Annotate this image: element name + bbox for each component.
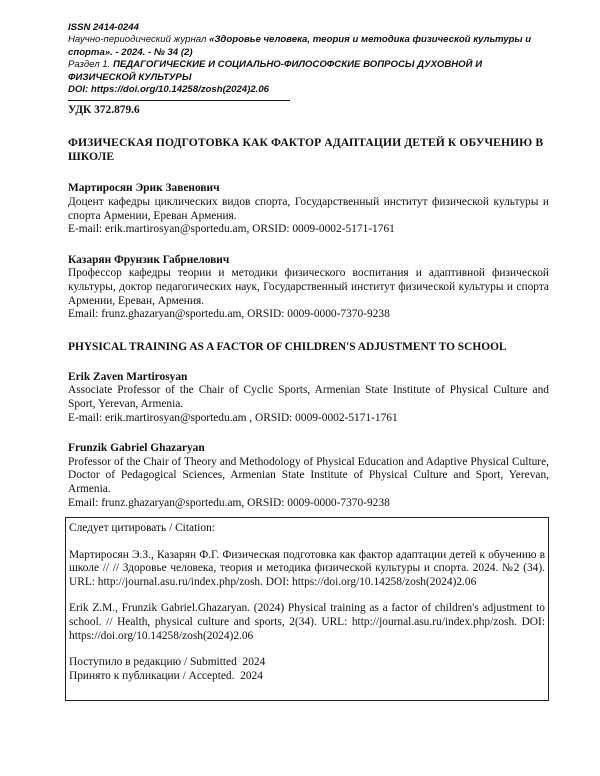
en-author-1-contact: E-mail: erik.martirosyan@sportedu.am , ORSID: 0009-0002-5171-1761 [68,411,398,424]
article-front-page [68,22,549,510]
section-line: Раздел 1. ПЕДАГОГИЧЕСКИЕ И СОЦИАЛЬНО-ФИЛОСОФСКИЕ ВОПРОСЫ ДУХОВНОЙ И ФИЗИЧЕСКОЙ КУЛЬТУРЫ [68,59,483,83]
citation-en: Erik Z.M., Frunzik Gabriel.Ghazaryan. (2024) Physical training as a factor of children's adjustment to school. // Health, physical culture and sports, 2(34). URL: http://journal.asu.ru/index.php/zosh. DOI: https://doi.org/10.14258/zosh(2024)2.06 [69,602,545,642]
doi-line: DOI: https://doi.org/10.14258/zosh(2024)2.06 [68,84,269,96]
en-author-2-name: Frunzik Gabriel Ghazaryan [68,442,205,455]
en-author-2-contact: Email: frunz.ghazaryan@sportedu.am, ORSID: 0009-0000-7370-9238 [68,496,390,509]
citation-box [65,517,549,701]
header-rule [68,100,290,101]
ru-author-1-name: Мартиросян Эрик Завенович [68,182,220,195]
accepted-date: Принято к публикации / Accepted. 2024 [69,669,263,682]
ru-author-2-name: Казарян Фрунзик Габриелович [68,253,230,266]
ru-author-2-affiliation: Профессор кафедры теории и методики физического воспитания и адаптивной физической культуры, доктор педагогических наук, Государственный институт физической культуры и спорта Армении, Ереван, Армения. [68,267,549,307]
ru-author-1-affiliation: Доцент кафедры циклических видов спорта, Государственный институт физической культуры и спорта Армении, Ереван Армения. [68,196,549,222]
citation-ru: Мартиросян Э.З., Казарян Ф.Г. Физическая подготовка как фактор адаптации детей к обучению в школе // // Здоровье человека, теория и методика физической культуры и спорта. 2024. №2 (34). URL: http://journal.asu.ru/index.php/zosh. DOI: https://doi.org/10.14258/zosh(2024)2.06 [69,548,545,588]
journal-header [68,22,549,96]
en-author-1-affiliation: Associate Professor of the Chair of Cyclic Sports, Armenian State Institute of Physical Culture and Sport, Yerevan, Armenia. [68,384,549,410]
ru-title: ФИЗИЧЕСКАЯ ПОДГОТОВКА КАК ФАКТОР АДАПТАЦИИ ДЕТЕЙ К ОБУЧЕНИЮ В ШКОЛЕ [68,136,544,164]
submitted-date: Поступило в редакцию / Submitted 2024 [69,656,266,669]
citation-heading: Следует цитировать / Citation: [69,522,215,534]
ru-author-2-contact: Email: frunz.ghazaryan@sportedu.am, ORSID: 0009-0000-7370-9238 [68,308,390,321]
en-author-2-affiliation: Professor of the Chair of Theory and Methodology of Physical Education and Adaptive Physical Culture, Doctor of Pedagogical Sciences, Armenian State Institute of Physical Culture and Sport, Yerevan, Armenia. [68,455,549,495]
ru-author-1-contact: E-mail: erik.martirosyan@sportedu.am, ORSID: 0009-0002-5171-1761 [68,223,395,236]
journal-line: Научно-периодический журнал «Здоровье человека, теория и методика физической культуры и спорта». - 2024. - № 34 (2) [68,34,532,58]
en-author-1-name: Erik Zaven Martirosyan [68,370,188,383]
udk-code: УДК 372.879.6 [68,104,140,117]
issn: ISSN 2414-0244 [68,22,139,33]
en-title: PHYSICAL TRAINING AS A FACTOR OF CHILDREN'S ADJUSTMENT TO SCHOOL [68,340,507,353]
